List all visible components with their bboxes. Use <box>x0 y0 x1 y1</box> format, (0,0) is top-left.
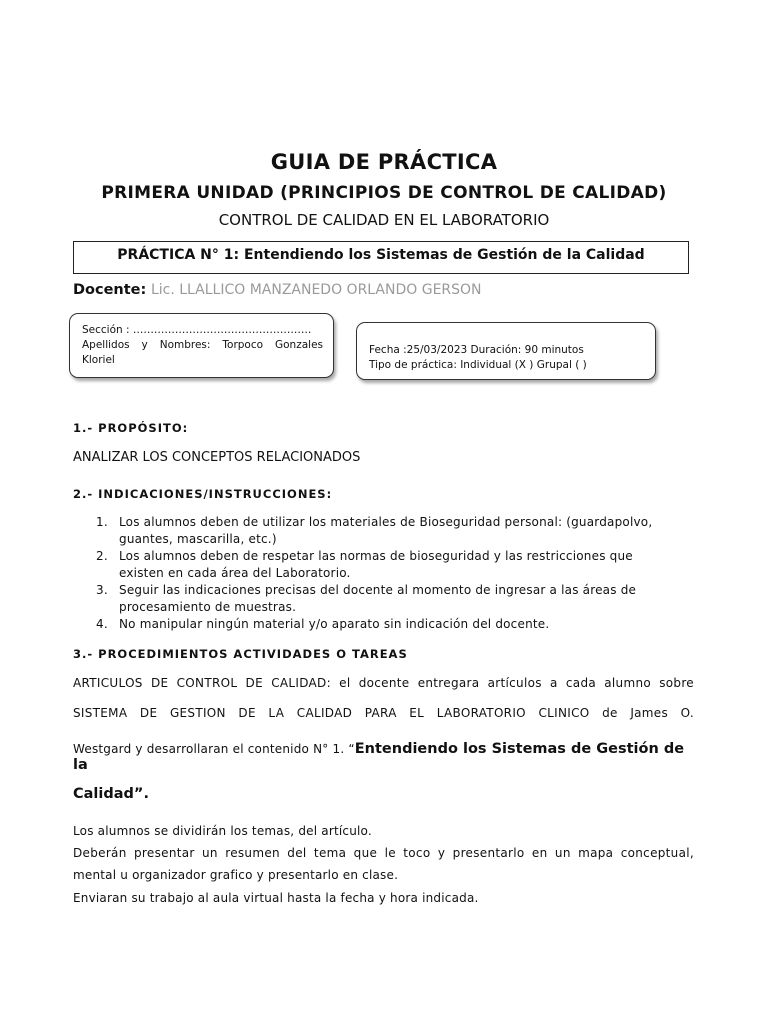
practice-type: Tipo de práctica: Individual (X ) Grupal ( ) <box>369 359 587 371</box>
docente-name: Lic. LLALLICO MANZANEDO ORLANDO GERSON <box>150 282 482 298</box>
student-names-line1: Apellidos y Nombres: Torpoco Gonzales <box>82 339 323 351</box>
section3-paragraph3-line1: Deberán presentar un resumen del tema que le toco y presentarlo en un mapa conceptual, <box>73 846 694 860</box>
section1-text: ANALIZAR LOS CONCEPTOS RELACIONADOS <box>73 450 361 465</box>
section3-paragraph4: Enviaran su trabajo al aula virtual hasta la fecha y hora indicada. <box>73 891 479 905</box>
section3-paragraph2: Los alumnos se dividirán los temas, del artículo. <box>73 824 372 838</box>
date-duration: Fecha :25/03/2023 Duración: 90 minutos <box>369 344 584 356</box>
section3-paragraph1-line1: ARTICULOS DE CONTROL DE CALIDAD: el docente entregara artículos a cada alumno sobre <box>73 676 694 690</box>
section3-heading: 3.- PROCEDIMIENTOS ACTIVIDADES O TAREAS <box>73 647 408 661</box>
section2-heading: 2.- INDICACIONES/INSTRUCCIONES: <box>73 487 333 501</box>
section3-plain-text: Westgard y desarrollaran el contenido N° 1. “ <box>73 742 355 756</box>
practice-title: PRÁCTICA N° 1: Entendiendo los Sistemas de Gestión de la Calidad <box>117 247 645 263</box>
list-item: 1. Los alumnos deben de utilizar los materiales de Bioseguridad personal: (guardapolvo, guantes, mascarilla, etc.) <box>96 515 653 546</box>
section1-heading: 1.- PROPÓSITO: <box>73 421 189 435</box>
student-names-line2: Kloriel <box>82 354 115 366</box>
list-item: 2. Los alumnos deben de respetar las normas de bioseguridad y las restricciones que existen en cada área del Laboratorio. <box>96 549 633 580</box>
unit-title: PRIMERA UNIDAD (PRINCIPIOS DE CONTROL DE CALIDAD) <box>101 183 667 203</box>
practice-title-box <box>73 241 689 274</box>
section3-paragraph1-line4: Calidad”. <box>73 786 149 802</box>
section3-paragraph3-line2: mental u organizador grafico y presentarlo en clase. <box>73 868 399 882</box>
list-item: 4. No manipular ningún material y/o aparato sin indicación del docente. <box>96 617 550 631</box>
docente-line <box>73 282 482 298</box>
section-field: Sección : …………………………………………… <box>82 324 312 336</box>
document-subtitle: CONTROL DE CALIDAD EN EL LABORATORIO <box>218 211 550 229</box>
section3-paragraph1-line2: SISTEMA DE GESTION DE LA CALIDAD PARA EL LABORATORIO CLINICO de James O. <box>73 706 694 720</box>
practice-info-card <box>356 322 656 380</box>
document-title: GUIA DE PRÁCTICA <box>270 150 498 174</box>
instructions-list <box>73 514 694 633</box>
docente-label: Docente <box>73 282 141 298</box>
docente-separator: : <box>140 282 147 298</box>
list-item: 3. Seguir las indicaciones precisas del docente al momento de ingresar a las áreas de procesamiento de muestras. <box>96 583 637 614</box>
section3-bold-text: Entendiendo los Sistemas de Gestión de la <box>73 741 685 773</box>
section3-paragraph1-line3 <box>73 741 694 773</box>
student-card <box>69 313 334 378</box>
